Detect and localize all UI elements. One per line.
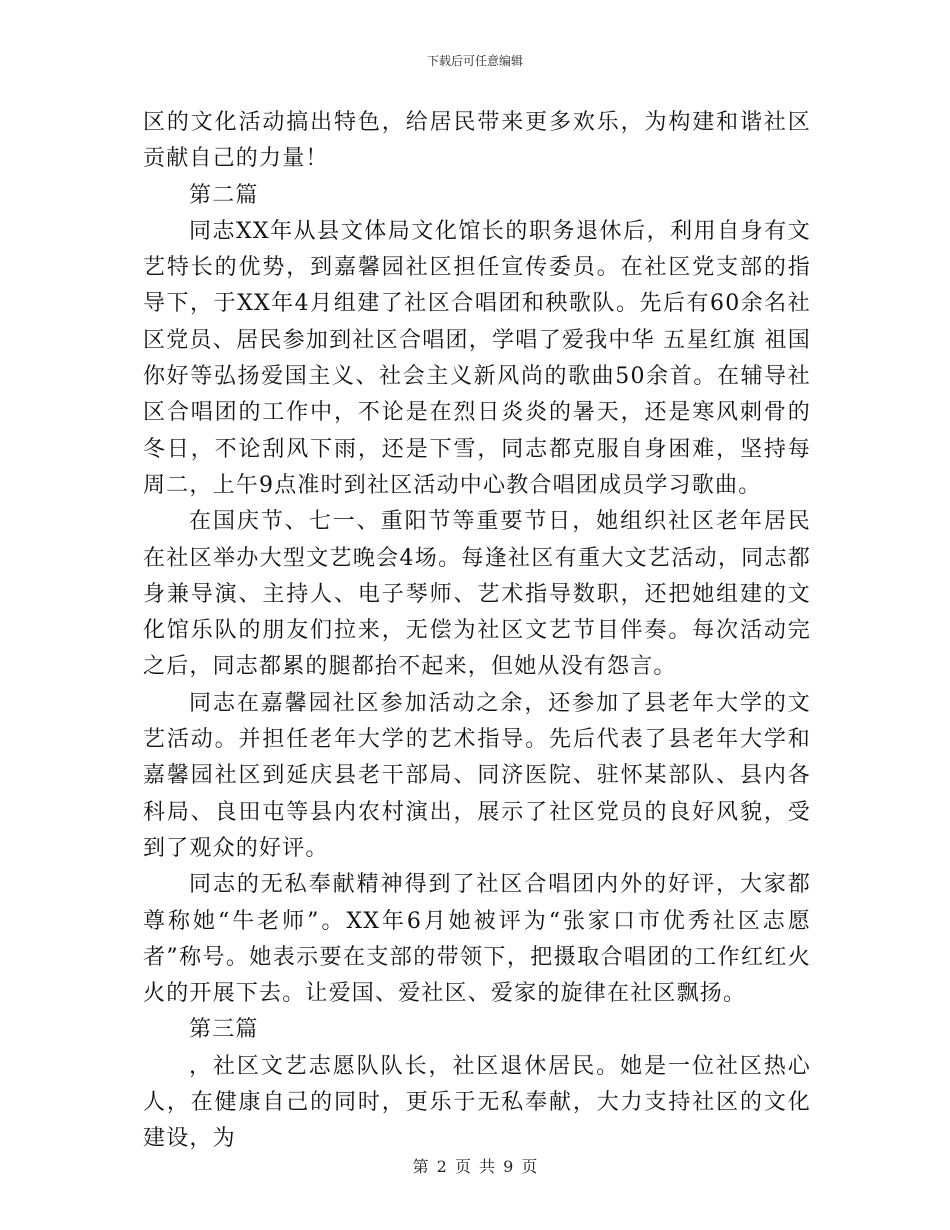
paragraph: 在国庆节、七一、重阳节等重要节日，她组织社区老年居民在社区举办大型文艺晚会4场。每逢社区有重大文艺活动，同志都身兼导演、主持人、电子琴师、艺术指导数职，还把她组建的文化馆乐队的朋友们拉来，无偿为社区文艺节目伴奏。每次活动完之后，同志都累的腿都抬不起来，但她从没有怨言。 [143, 509, 811, 680]
paragraph: ，社区文艺志愿队队长，社区退休居民。她是一位社区热心人，在健康自己的同时，更乐于无私奉献，大力支持社区的文化建设，为 [143, 1053, 811, 1152]
paragraph: 同志的无私奉献精神得到了社区合唱团内外的好评，大家都尊称她“牛老师”。XX年6月她被评为“张家口市优秀社区志愿者”称号。她表示要在支部的带领下，把摄取合唱团的工作红红火火的开展下去。让爱国、爱社区、爱家的旋律在社区飘扬。 [143, 872, 811, 1007]
paragraph: 同志XX年从县文体局文化馆长的职务退休后，利用自身有文艺特长的优势，到嘉馨园社区担任宣传委员。在社区党支部的指导下，于XX年4月组建了社区合唱团和秧歌队。先后有60余名社区党员、居民参加到社区合唱团，学唱了爱我中华 五星红旗 祖国你好等弘扬爱国主义、社会主义新风尚的歌曲50余首。在辅导社区合唱团的工作中，不论是在烈日炎炎的暑天，还是寒风刺骨的冬日，不论刮风下雨，还是下雪，同志都克服自身困难，坚持每周二，上午9点准时到社区活动中心教合唱团成员学习歌曲。 [143, 218, 811, 498]
section-heading: 第三篇 [189, 1017, 259, 1043]
paragraph: 同志在嘉馨园社区参加活动之余，还参加了县老年大学的文艺活动。并担任老年大学的艺术指导。先后代表了县老年大学和嘉馨园社区到延庆县老干部局、同济医院、驻怀某部队、县内各科局、良田屯等县内农村演出，展示了社区党员的良好风貌，受到了观众的好评。 [143, 690, 811, 861]
paragraph: 区的文化活动搞出特色，给居民带来更多欢乐，为构建和谐社区贡献自己的力量！ [143, 110, 811, 172]
page-number: 第 2 页 共 9 页 [412, 1157, 538, 1176]
document-body [143, 105, 811, 1158]
page-header: 下载后可任意编辑 [426, 54, 523, 68]
section-heading: 第二篇 [189, 182, 259, 208]
